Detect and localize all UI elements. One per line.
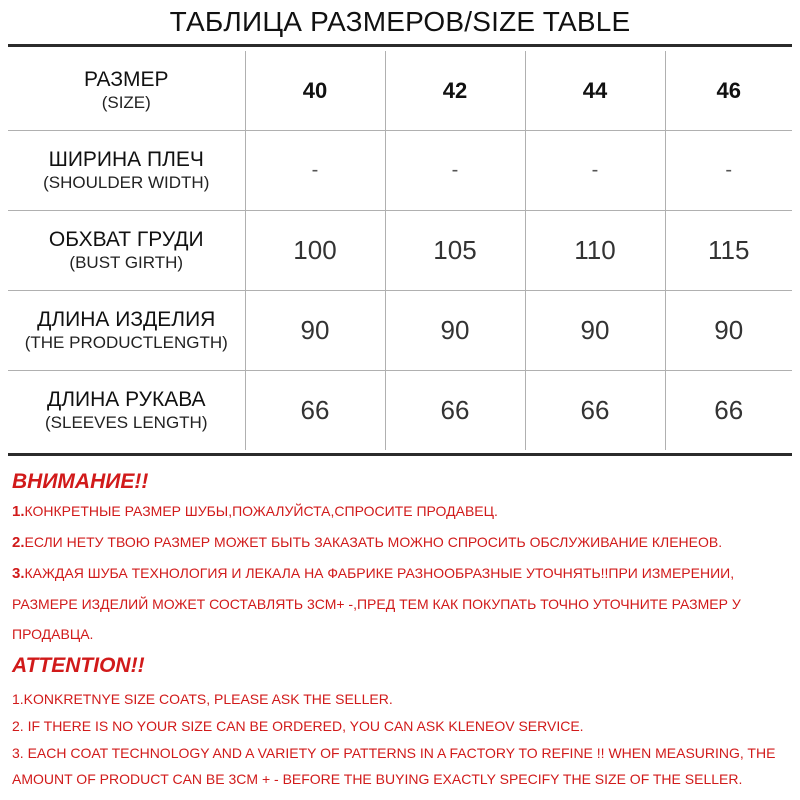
cell-value: 90: [714, 315, 744, 345]
row-label-en: (THE PRODUCTLENGTH): [24, 332, 228, 352]
notes-ru-item: [12, 496, 792, 527]
cell-value: 66: [580, 395, 610, 425]
top-divider: [8, 44, 792, 47]
notes-ru-item: [12, 558, 792, 649]
table-cell: [525, 371, 665, 451]
table-row: [8, 371, 792, 451]
row-label-en: (SLEEVES LENGTH): [45, 412, 208, 432]
table-cell: [385, 211, 525, 291]
size-header-cell: [385, 51, 525, 131]
size-value: 42: [442, 77, 468, 103]
table-row: [8, 211, 792, 291]
size-header-cell: [665, 51, 792, 131]
table-cell: [245, 131, 385, 211]
cell-value: 66: [440, 395, 470, 425]
table-cell: [385, 291, 525, 371]
notes-ru-item: [12, 527, 792, 558]
notes-en-heading: ATTENTION!!: [12, 654, 145, 677]
page-title: ТАБЛИЦА РАЗМЕРОВ/SIZE TABLE: [169, 6, 631, 37]
notes-ru-heading: ВНИМАНИЕ!!: [12, 470, 149, 493]
note-text: КОНКРЕТНЫЕ РАЗМЕР ШУБЫ,ПОЖАЛУЙСТА,СПРОСИТЕ ПРОДАВЕЦ.: [24, 503, 498, 519]
notes-ru-section: [12, 468, 792, 649]
row-label-cell: [8, 291, 245, 371]
cell-value: -: [725, 159, 733, 181]
size-value: 40: [302, 77, 328, 103]
row-label-cell: [8, 211, 245, 291]
table-cell: [245, 371, 385, 451]
size-value: 44: [582, 77, 608, 103]
table-cell: [665, 211, 792, 291]
bottom-divider: [8, 453, 792, 456]
notes-en-item: 2. IF THERE IS NO YOUR SIZE CAN BE ORDERED, YOU CAN ASK KLENEOV SERVICE.: [12, 718, 584, 734]
table-cell: [245, 291, 385, 371]
header-label-cell: [8, 51, 245, 131]
row-label-cell: [8, 371, 245, 451]
table-header-row: [8, 51, 792, 131]
table-cell: [525, 131, 665, 211]
table-cell: [665, 291, 792, 371]
table-row: [8, 291, 792, 371]
row-label-cell: [8, 131, 245, 211]
row-label-ru: ОБХВАТ ГРУДИ: [48, 227, 204, 251]
cell-value: 90: [440, 315, 470, 345]
table-row: [8, 131, 792, 211]
note-number: 2.: [12, 534, 25, 551]
size-table: [8, 51, 792, 450]
size-value: 46: [716, 77, 741, 103]
cell-value: 66: [714, 395, 744, 425]
cell-value: 90: [580, 315, 610, 345]
row-label-en: (SHOULDER WIDTH): [43, 172, 210, 192]
table-cell: [245, 211, 385, 291]
size-header-cell: [245, 51, 385, 131]
row-label-ru: ШИРИНА ПЛЕЧ: [48, 147, 204, 171]
table-cell: [665, 371, 792, 451]
table-cell: [525, 291, 665, 371]
row-label-en: (SIZE): [101, 92, 151, 112]
row-label-en: (BUST GIRTH): [69, 252, 184, 272]
notes-en-item: 1.KONKRETNYE SIZE COATS, PLEASE ASK THE SELLER.: [12, 691, 393, 707]
notes-en-item: 3. EACH COAT TECHNOLOGY AND A VARIETY OF PATTERNS IN A FACTORY TO REFINE !! WHEN MEASURING, THE AMOUNT OF PRODUCT CAN BE 3CM + - BEFORE THE BUYING EXACTLY SPECIFY THE SIZE OF THE SELLER.: [12, 745, 776, 787]
cell-value: 110: [574, 235, 616, 265]
cell-value: -: [311, 159, 319, 181]
note-text: ЕСЛИ НЕТУ ТВОЮ РАЗМЕР МОЖЕТ БЫТЬ ЗАКАЗАТЬ МОЖНО СПРОСИТЬ ОБСЛУЖИВАНИЕ КЛЕНЕОВ.: [24, 534, 723, 550]
table-cell: [525, 211, 665, 291]
cell-value: 105: [433, 235, 477, 265]
cell-value: -: [591, 159, 599, 181]
cell-value: 115: [708, 235, 750, 265]
table-cell: [385, 371, 525, 451]
notes-en-section: [12, 652, 796, 792]
cell-value: 100: [293, 235, 337, 265]
cell-value: -: [451, 159, 459, 181]
size-header-cell: [525, 51, 665, 131]
table-cell: [385, 131, 525, 211]
row-label-ru: ДЛИНА ИЗДЕЛИЯ: [37, 307, 216, 331]
cell-value: 66: [300, 395, 330, 425]
note-text: КАЖДАЯ ШУБА ТЕХНОЛОГИЯ И ЛЕКАЛА НА ФАБРИКЕ РАЗНООБРАЗНЫЕ УТОЧНЯТЬ!!ПРИ ИЗМЕРЕНИИ, РАЗМЕРЕ ИЗДЕЛИЙ МОЖЕТ СОСТАВЛЯТЬ 3СМ+ -,ПРЕД ТЕМ КАК ПОКУПАТЬ ТОЧНО УТОЧНИТЕ РАЗМЕР У ПРОДАВЦА.: [12, 565, 741, 642]
note-number: 3.: [12, 565, 25, 582]
row-label-ru: РАЗМЕР: [83, 67, 169, 91]
cell-value: 90: [300, 315, 330, 345]
note-number: 1.: [12, 503, 25, 520]
table-cell: [665, 131, 792, 211]
row-label-ru: ДЛИНА РУКАВА: [46, 387, 206, 411]
